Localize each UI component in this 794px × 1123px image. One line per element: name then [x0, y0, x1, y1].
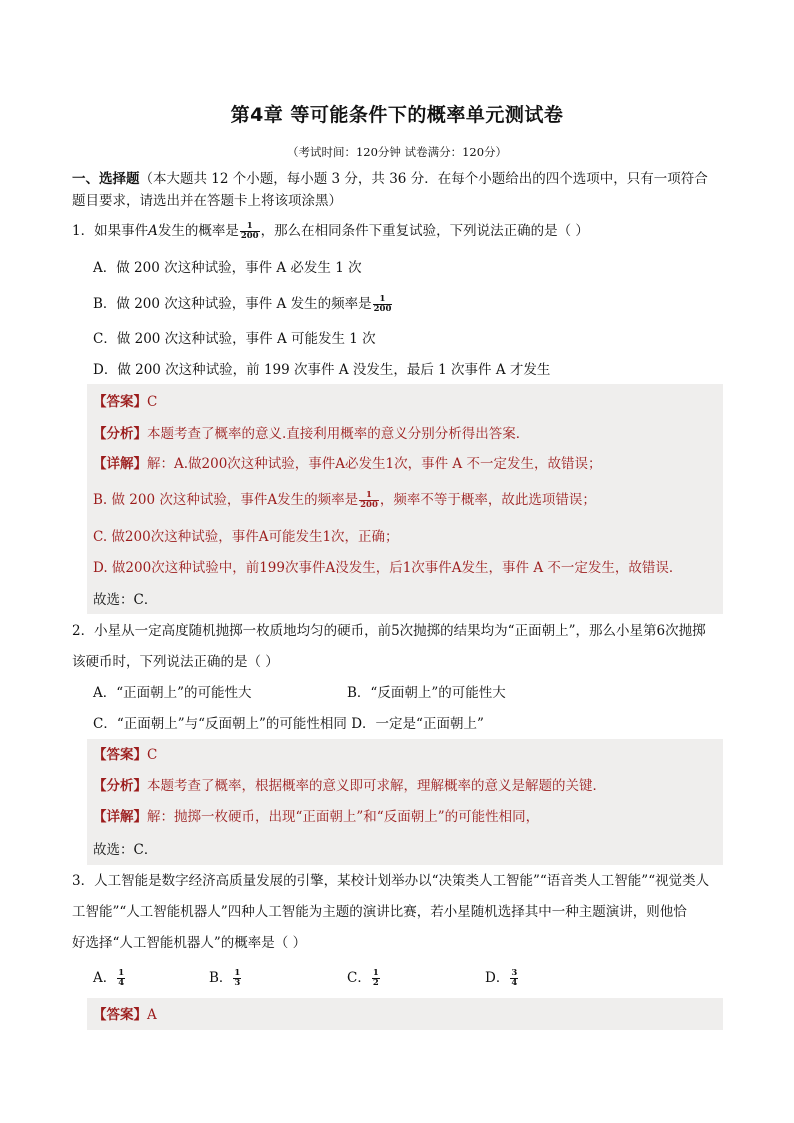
q1-detail-d: D. 做200次这种试验中，前199次事件A没发生，后1次事件A发生，事件 A 不一定发生，故错误． [93, 560, 683, 576]
q1-analysis: 【分析】本题考查了概率的意义.直接利用概率的意义分别分析得出答案． [93, 426, 530, 442]
page-subtitle: （考试时间：120分钟 试卷满分：120分） [286, 145, 508, 159]
q2-choose: 故选：C． [93, 842, 158, 858]
fraction: $\frac{1}{4}$ [118, 968, 125, 988]
question-3-stem-3: 好选择“人工智能机器人”的概率是（ ） [72, 935, 307, 951]
q3-option-c: C． $\frac{1}{2}$ [347, 968, 379, 988]
page-title: 第4章 等可能条件下的概率单元测试卷 [230, 104, 564, 126]
question-2-stem-2: 该硬币时，下列说法正确的是（ ） [72, 654, 279, 670]
q3-answer-block [87, 998, 723, 1030]
fraction: $\frac{1}{3}$ [234, 968, 241, 988]
q1-option-a: A．做 200 次这种试验，事件 A 必发生 1 次 [93, 260, 362, 276]
fraction: $\frac{1}{200}$ [373, 294, 392, 314]
fraction: $\frac{3}{4}$ [511, 968, 518, 988]
q2-analysis: 【分析】本题考查了概率，根据概率的意义即可求解，理解概率的意义是解题的关键． [93, 778, 606, 794]
question-2-stem-1: 2．小星从一定高度随机抛掷一枚质地均匀的硬币，前5次抛掷的结果均为“正面朝上”，那么小星第6次抛掷 [72, 623, 706, 639]
fraction: $\frac{1}{2}$ [372, 968, 379, 988]
q1-detail-b: B. 做 200 次这种试验，事件A发生的频率是 $\frac{1}{200}$ ，频率不等于概率，故此选项错误； [93, 490, 596, 510]
q2-option-cd: C．“正面朝上”与“反面朝上”的可能性相同 D．一定是“正面朝上” [93, 716, 484, 732]
question-3-stem-1: 3．人工智能是数字经济高质量发展的引擎，某校计划举办以“决策类人工智能”“语音类人工智能”“视觉类人 [72, 873, 710, 889]
section-heading: 一、选择题 [72, 171, 140, 187]
q3-option-d: D． $\frac{3}{4}$ [485, 968, 518, 988]
q2-option-b: B．“反面朝上”的可能性大 [347, 685, 506, 701]
q2-answer-block [87, 739, 723, 865]
q3-option-a: A． $\frac{1}{4}$ [93, 968, 125, 988]
fraction: $\frac{1}{200}$ [360, 490, 378, 510]
q1-choose: 故选：C． [93, 592, 158, 608]
q1-option-c: C．做 200 次这种试验，事件 A 可能发生 1 次 [93, 331, 376, 347]
question-3-stem-2: 工智能”“人工智能机器人”四种人工智能为主题的演讲比赛，若小星随机选择其中一种主题演讲，则他恰 [72, 904, 687, 920]
q1-detail-c: C. 做200次这种试验，事件A可能发生1次，正确； [93, 529, 399, 545]
q1-answer: 【答案】C [93, 394, 158, 410]
q2-answer: 【答案】C [93, 747, 158, 763]
section-desc-2: 题目要求，请选出并在答题卡上将该项涂黑） [72, 193, 342, 209]
question-1-stem: 1．如果事件A发生的概率是 $\frac{1}{200}$ ，那么在相同条件下重复试验，下列说法正确的是（ ） [72, 221, 589, 241]
q1-detail-a: 【详解】解：A.做200次这种试验，事件A必发生1次，事件 A 不一定发生，故错误； [93, 456, 602, 472]
q2-option-a: A．“正面朝上”的可能性大 [93, 685, 252, 701]
q3-answer: 【答案】A [93, 1007, 157, 1023]
section-heading-line [72, 169, 708, 189]
section-desc-1: （本大题共 12 个小题，每小题 3 分，共 36 分．在每个小题给出的四个选项中，只有一项符合 [139, 171, 708, 187]
q1-option-d: D．做 200 次这种试验，前 199 次事件 A 没发生，最后 1 次事件 A 才发生 [93, 362, 551, 378]
q2-detail: 【详解】解：抛掷一枚硬币，出现“正面朝上”和“反面朝上”的可能性相同， [93, 809, 540, 825]
q1-option-b: B．做 200 次这种试验，事件 A 发生的频率是 $\frac{1}{200}$ [93, 294, 392, 314]
q3-option-b: B． $\frac{1}{3}$ [209, 968, 241, 988]
fraction: $\frac{1}{200}$ [240, 221, 259, 241]
